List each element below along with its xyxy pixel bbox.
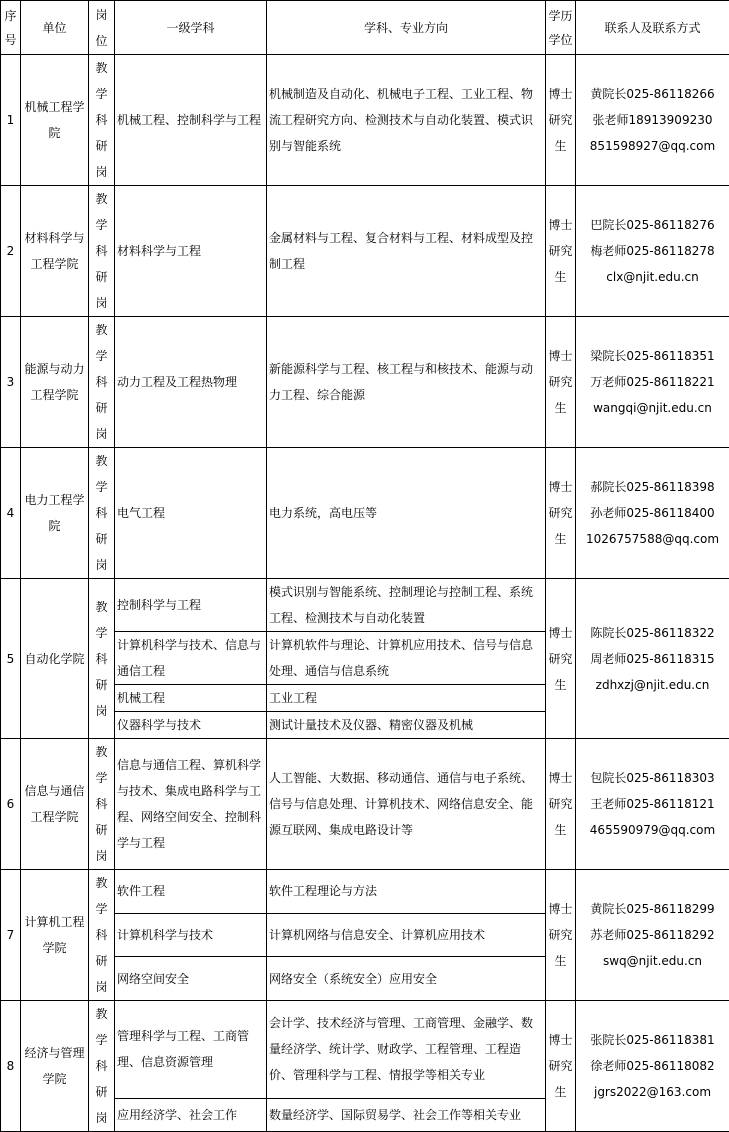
degree-cell: 博士研究生 — [546, 55, 576, 186]
contact-cell: 黄院长025-86118266 张老师18913909230 851598927@qq.com — [576, 55, 729, 186]
direction-cell: 软件工程理论与方法 — [267, 870, 546, 914]
contact-cell: 陈院长025-86118322 周老师025-86118315 zdhxzj@njit.edu.cn — [576, 579, 729, 739]
post-name: 教学科研岗 — [89, 1001, 115, 1132]
row-number: 3 — [1, 317, 21, 448]
contact-cell: 巴院长025-86118276 梅老师025-86118278 clx@njit.edu.cn — [576, 186, 729, 317]
direction-cell: 人工智能、大数据、移动通信、通信与电子系统、信号与信息处理、计算机技术、网络信息安全、能源互联网、集成电路设计等 — [267, 739, 546, 870]
unit-name: 信息与通信工程学院 — [21, 739, 89, 870]
row-number: 5 — [1, 579, 21, 739]
table-row — [1, 579, 729, 632]
contact-cell: 郝院长025-86118398 孙老师025-86118400 1026757588@qq.com — [576, 448, 729, 579]
direction-cell: 机械制造及自动化、机械电子工程、工业工程、物流工程研究方向、检测技术与自动化装置、模式识别与智能系统 — [267, 55, 546, 186]
unit-name: 计算机工程学院 — [21, 870, 89, 1001]
discipline-cell: 机械工程、控制科学与工程 — [115, 55, 267, 186]
direction-cell: 计算机网络与信息安全、计算机应用技术 — [267, 913, 546, 957]
discipline-cell: 电气工程 — [115, 448, 267, 579]
unit-name: 经济与管理学院 — [21, 1001, 89, 1132]
direction-cell: 测试计量技术及仪器、精密仪器及机械 — [267, 712, 546, 739]
post-name: 教学科研岗 — [89, 448, 115, 579]
row-number: 1 — [1, 55, 21, 186]
unit-name: 能源与动力工程学院 — [21, 317, 89, 448]
contact-cell: 黄院长025-86118299 苏老师025-86118292 swq@njit.edu.cn — [576, 870, 729, 1001]
header-unit: 单位 — [21, 1, 89, 55]
degree-cell: 博士研究生 — [546, 317, 576, 448]
discipline-cell: 信息与通信工程、算机科学与技术、集成电路科学与工程、网络空间安全、控制科学与工程 — [115, 739, 267, 870]
post-name: 教学科研岗 — [89, 317, 115, 448]
header-row — [1, 1, 729, 55]
unit-name: 机械工程学院 — [21, 55, 89, 186]
post-name: 教学科研岗 — [89, 579, 115, 739]
header-discipline: 一级学科 — [115, 1, 267, 55]
table-row — [1, 739, 729, 870]
contact-cell: 梁院长025-86118351 万老师025-86118221 wangqi@njit.edu.cn — [576, 317, 729, 448]
degree-cell: 博士研究生 — [546, 870, 576, 1001]
discipline-cell: 仪器科学与技术 — [115, 712, 267, 739]
degree-cell: 博士研究生 — [546, 739, 576, 870]
discipline-cell: 软件工程 — [115, 870, 267, 914]
degree-cell: 博士研究生 — [546, 579, 576, 739]
degree-cell: 博士研究生 — [546, 448, 576, 579]
degree-cell: 博士研究生 — [546, 186, 576, 317]
contact-cell: 张院长025-86118381 徐老师025-86118082 jgrs2022@163.com — [576, 1001, 729, 1132]
post-name: 教学科研岗 — [89, 870, 115, 1001]
table-row — [1, 870, 729, 914]
row-number: 6 — [1, 739, 21, 870]
discipline-cell: 网络空间安全 — [115, 957, 267, 1001]
table-body — [1, 55, 729, 1132]
discipline-cell: 材料科学与工程 — [115, 186, 267, 317]
table-row — [1, 448, 729, 579]
discipline-cell: 控制科学与工程 — [115, 579, 267, 632]
unit-name: 电力工程学院 — [21, 448, 89, 579]
header-contact: 联系人及联系方式 — [576, 1, 729, 55]
header-direction: 学科、专业方向 — [267, 1, 546, 55]
header-degree: 学历学位 — [546, 1, 576, 55]
table-row — [1, 55, 729, 186]
header-no: 序号 — [1, 1, 21, 55]
table-row — [1, 1001, 729, 1099]
direction-cell: 计算机软件与理论、计算机应用技术、信号与信息处理、通信与信息系统 — [267, 632, 546, 685]
direction-cell: 模式识别与智能系统、控制理论与控制工程、系统工程、检测技术与自动化装置 — [267, 579, 546, 632]
contact-cell: 包院长025-86118303 王老师025-86118121 465590979@qq.com — [576, 739, 729, 870]
unit-name: 自动化学院 — [21, 579, 89, 739]
direction-cell: 网络安全（系统安全）应用安全 — [267, 957, 546, 1001]
row-number: 4 — [1, 448, 21, 579]
row-number: 2 — [1, 186, 21, 317]
table-row — [1, 186, 729, 317]
unit-name: 材料科学与工程学院 — [21, 186, 89, 317]
discipline-cell: 机械工程 — [115, 685, 267, 712]
discipline-cell: 计算机科学与技术、信息与通信工程 — [115, 632, 267, 685]
post-name: 教学科研岗 — [89, 55, 115, 186]
discipline-cell: 管理科学与工程、工商管理、信息资源管理 — [115, 1001, 267, 1099]
degree-cell: 博士研究生 — [546, 1001, 576, 1132]
row-number: 8 — [1, 1001, 21, 1132]
direction-cell: 工业工程 — [267, 685, 546, 712]
direction-cell: 新能源科学与工程、核工程与和核技术、能源与动力工程、综合能源 — [267, 317, 546, 448]
header-post: 岗位 — [89, 1, 115, 55]
discipline-cell: 计算机科学与技术 — [115, 913, 267, 957]
row-number: 7 — [1, 870, 21, 1001]
direction-cell: 电力系统，高电压等 — [267, 448, 546, 579]
post-name: 教学科研岗 — [89, 186, 115, 317]
direction-cell: 数量经济学、国际贸易学、社会工作等相关专业 — [267, 1098, 546, 1131]
direction-cell: 会计学、技术经济与管理、工商管理、金融学、数量经济学、统计学、财政学、工程管理、工程造价、管理科学与工程、情报学等相关专业 — [267, 1001, 546, 1099]
post-name: 教学科研岗 — [89, 739, 115, 870]
discipline-cell: 应用经济学、社会工作 — [115, 1098, 267, 1131]
direction-cell: 金属材料与工程、复合材料与工程、材料成型及控制工程 — [267, 186, 546, 317]
table-row — [1, 317, 729, 448]
discipline-cell: 动力工程及工程热物理 — [115, 317, 267, 448]
